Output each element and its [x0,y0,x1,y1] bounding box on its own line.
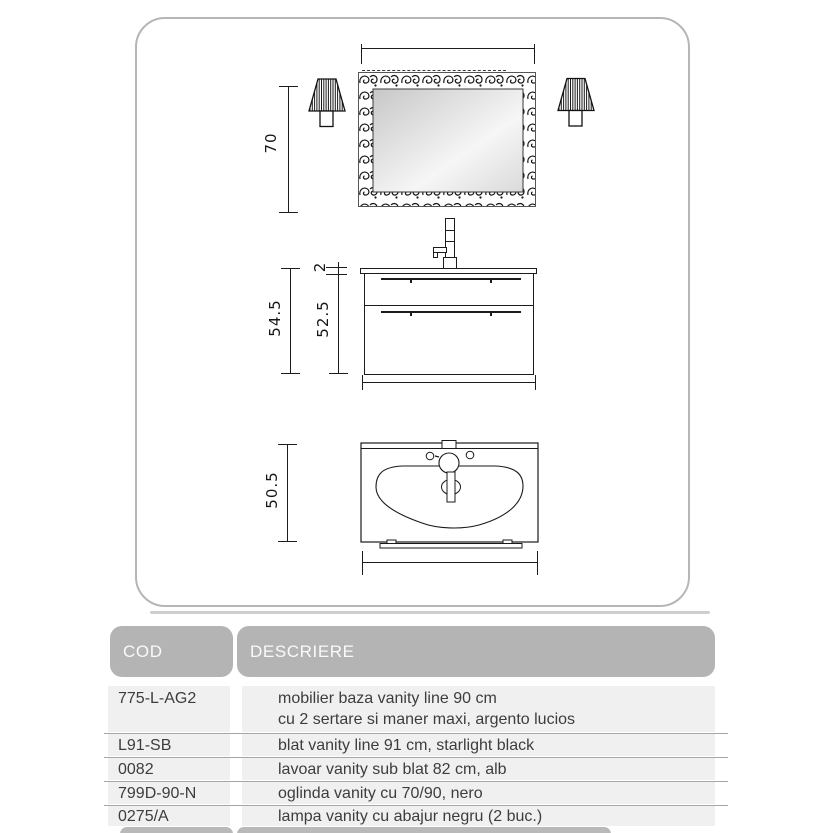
row-description: mobilier baza vanity line 90 cm [278,690,497,707]
depth-dim-line [287,445,288,542]
table-header-cod-label: COD [123,641,163,661]
row-code: 0082 [118,761,154,778]
handle-mount [410,280,412,283]
countertop-thickness-dim-label: 2 [311,261,329,273]
wall-line-dashed [362,70,506,71]
next-table-header-partial [237,827,611,833]
base-total-height-dim-line [290,269,291,374]
dim-tick [278,541,297,542]
dim-tick [326,267,347,268]
vanity-top-view [358,440,541,552]
towel-rail [380,544,522,549]
dim-tick [534,44,535,64]
row-description: blat vanity line 91 cm, starlight black [278,737,535,754]
faucet-stem [447,472,455,502]
dim-tick [537,551,538,575]
table-header-descriere [237,626,715,677]
mirror-height-dim-label: 70 [262,132,280,154]
top-width-dim-line [362,562,538,563]
dim-tick [362,375,363,390]
base-body-height-dim-label: 52.5 [314,300,332,338]
wall-lamp-left [306,78,348,128]
faucet-segment-line [446,230,454,231]
dim-tick [361,44,362,64]
handle-mount [490,280,492,283]
handle-mount [490,313,492,316]
lamp-base [320,111,333,127]
panel-shadow [150,611,710,614]
row-code: L91-SB [118,737,172,754]
row-code: 775-L-AG2 [118,690,197,707]
drawer-divider [365,305,533,306]
faucet-spout-tip [433,252,438,258]
table-header-descriere-label: DESCRIERE [250,641,355,661]
dim-tick [535,375,536,390]
faucet-mount [442,441,456,449]
base-total-height-dim-label: 54.5 [266,299,284,337]
dim-tick [329,373,348,374]
cabinet-width-dim-line [362,382,536,383]
dim-tick [278,444,297,445]
drawer-handle-bottom [381,311,521,313]
row-code: 799D-90-N [118,785,197,802]
dim-tick [362,551,363,575]
mirror-glass [373,89,523,192]
depth-dim-label: 50.5 [263,471,281,509]
faucet-top-view [439,453,459,473]
row-description: lampa vanity cu abajur negru (2 buc.) [278,808,543,825]
dim-tick [281,373,300,374]
ornate-mirror [358,72,536,207]
mirror-height-dim-line [288,87,289,213]
dim-tick [279,212,298,213]
drawer-handle-top [381,278,521,280]
lamp-base [569,111,582,127]
base-body-height-dim-line [338,262,339,374]
row-code: 0275/A [118,808,169,825]
vanity-cabinet-front [364,273,534,375]
row-description: cu 2 sertare si maner maxi, argento lucios [278,711,576,728]
handle-mount [410,313,412,316]
dim-tick [279,86,298,87]
row-description: oglinda vanity cu 70/90, nero [278,785,483,802]
next-table-header-partial [120,827,233,833]
table-header-cod [110,626,233,677]
wall-lamp-right [555,77,597,128]
faucet-segment-line [446,241,454,242]
dim-tick [326,274,347,275]
mirror-width-dim-line [361,48,535,49]
row-description: lavoar vanity sub blat 82 cm, alb [278,761,507,778]
dim-tick [281,268,300,269]
